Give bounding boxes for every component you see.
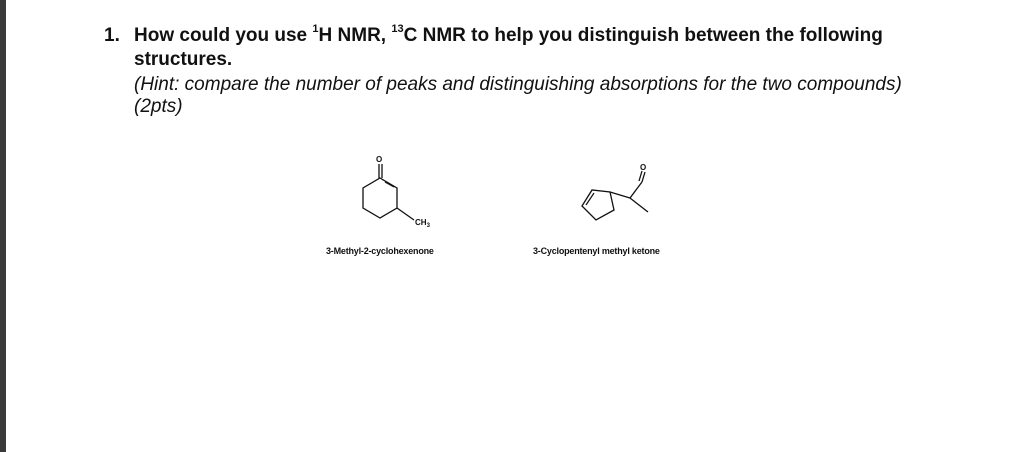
- question-hint: (Hint: compare the number of peaks and distinguishing absorptions for the two compounds): [134, 74, 902, 95]
- superscript-13: 13: [391, 22, 404, 35]
- question-text-part-a: How could you use: [134, 25, 313, 46]
- question-line-1: [104, 24, 1009, 48]
- question-block: [104, 24, 1009, 118]
- question-points: (2pts): [134, 96, 183, 117]
- oxygen-label-1: O: [376, 155, 383, 164]
- oxygen-label-2: O: [640, 163, 647, 172]
- question-text-part-b: H NMR,: [318, 25, 392, 46]
- structure-1-name: 3-Methyl-2-cyclohexenone: [326, 246, 434, 256]
- question-text-part-c: C NMR to help you distinguish between the following: [403, 25, 883, 46]
- methyl-label: $CH_3$: [415, 218, 430, 229]
- question-line-2: structures.: [134, 49, 233, 70]
- question-number: 1.: [104, 25, 120, 46]
- structure-cyclopentenyl-methyl-ketone: [572, 160, 672, 230]
- window-edge-bar: [0, 0, 6, 452]
- question-text: [134, 24, 883, 48]
- structure-2-name: 3-Cyclopentenyl methyl ketone: [533, 246, 660, 256]
- superscript-1: 1: [312, 22, 319, 35]
- structure-methylcyclohexenone: [340, 150, 440, 240]
